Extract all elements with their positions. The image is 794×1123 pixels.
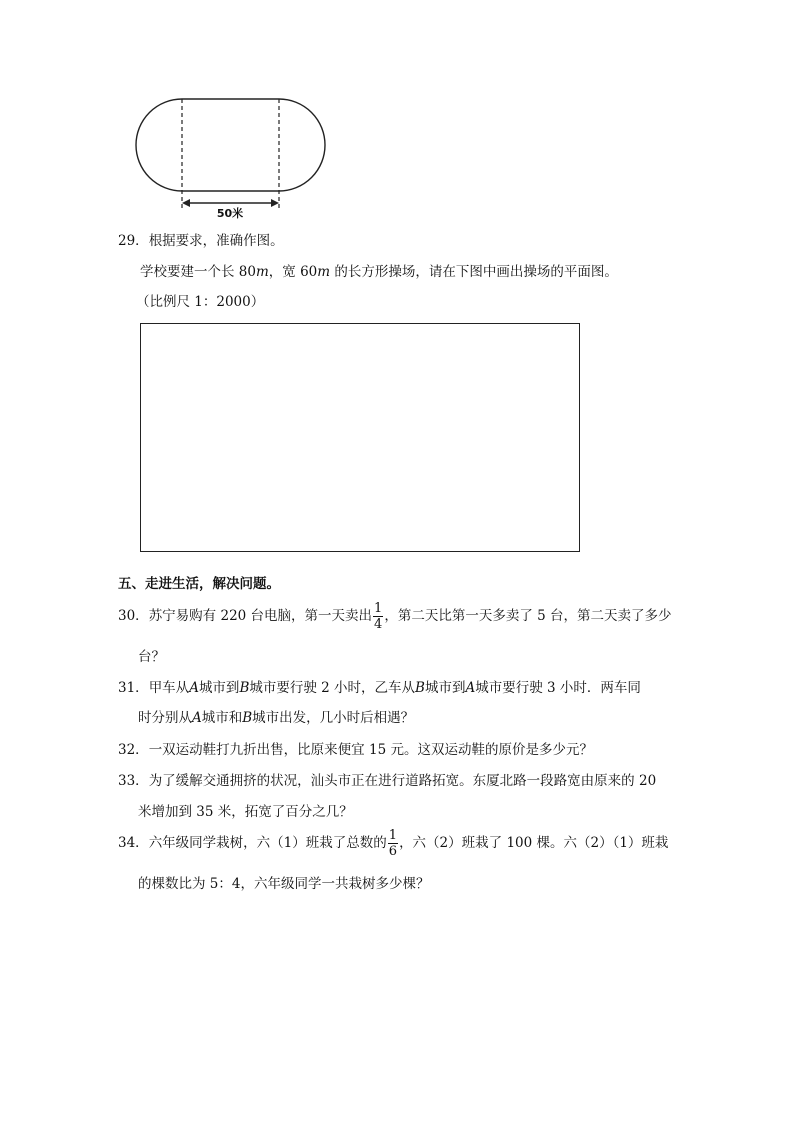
question-29-scale: （比例尺 1：2000） bbox=[136, 294, 265, 310]
fraction-one-sixth: $\frac{1}{6}$ bbox=[388, 828, 398, 859]
question-32: 32．一双运动鞋打九折出售，比原来便宜 15 元。这双运动鞋的原价是多少元？ bbox=[118, 742, 593, 758]
question-number: 29． bbox=[118, 233, 149, 249]
question-31-line1: 31．甲车从A城市到B城市要行驶 2 小时，乙车从B城市到A城市要行驶 3 小时．两车同 bbox=[118, 680, 641, 696]
question-29-title bbox=[118, 229, 284, 249]
dimension-label: 50米 bbox=[216, 207, 244, 220]
question-34-line1: 34．六年级同学栽树，六（1）班栽了总数的 $\frac{1}{6}$ ，六（2）班栽了 100 棵。六（2）（1）班栽 bbox=[118, 828, 669, 859]
question-34-line2: 的棵数比为 5：4，六年级同学一共栽树多少棵？ bbox=[138, 876, 430, 892]
drawing-area[interactable] bbox=[140, 323, 580, 552]
question-text: 根据要求，准确作图。 bbox=[148, 233, 284, 249]
arrow-head-right bbox=[271, 199, 279, 207]
question-30-line1: 30．苏宁易购有 220 台电脑，第一天卖出 $\frac{1}{4}$ ，第二天比第一天多卖了 5 台，第二天卖了多少 bbox=[118, 601, 672, 632]
running-track-figure bbox=[132, 93, 342, 223]
question-30-line2: 台？ bbox=[138, 649, 165, 665]
section-heading: 五、走进生活，解决问题。 bbox=[118, 576, 280, 592]
question-31-line2: 时分别从A城市和B城市出发，几小时后相遇？ bbox=[138, 710, 415, 726]
question-29-body: 学校要建一个长 80m，宽 60m 的长方形操场，请在下图中画出操场的平面图。 bbox=[140, 264, 618, 280]
track-outline bbox=[136, 99, 325, 191]
question-33-line1: 33．为了缓解交通拥挤的状况，汕头市正在进行道路拓宽。东厦北路一段路宽由原来的 20 bbox=[118, 773, 657, 789]
arrow-head-left bbox=[182, 199, 190, 207]
fraction-one-quarter: $\frac{1}{4}$ bbox=[374, 601, 383, 632]
question-33-line2: 米增加到 35 米，拓宽了百分之几？ bbox=[138, 804, 353, 820]
